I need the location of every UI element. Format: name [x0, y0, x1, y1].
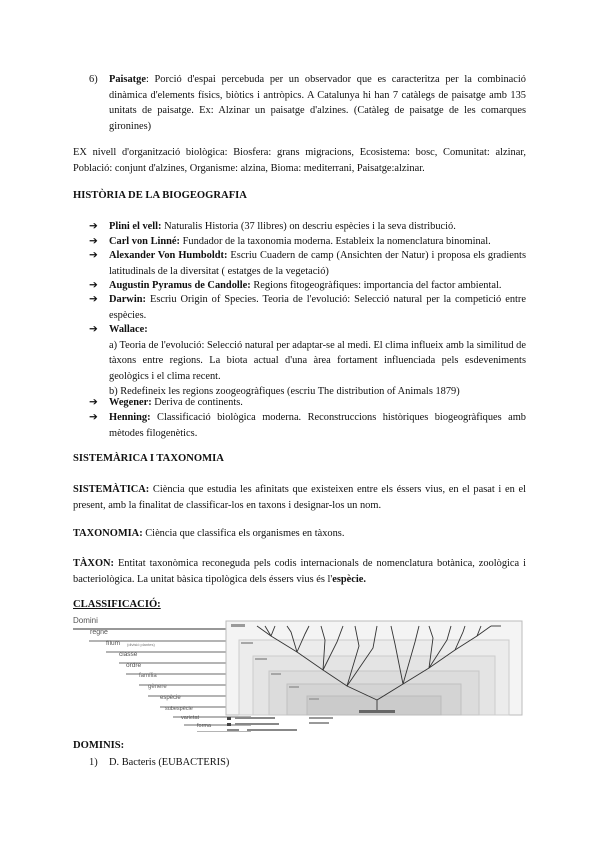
history-text: Deriva de continents.	[151, 397, 243, 408]
rank-filum: fílum	[106, 640, 121, 647]
history-item-wallace	[89, 322, 526, 400]
history-text: Classificació biològica moderna. Reconstruccions històriques biogeogràfiques amb mètodes filogenètics.	[109, 412, 526, 439]
history-item-wegener	[89, 395, 526, 411]
arrow-icon: ➔	[89, 294, 98, 305]
history-item-darwin	[89, 292, 526, 323]
rank-familia: família	[139, 673, 157, 679]
arrow-icon: ➔	[89, 280, 98, 291]
taxon-term: TÀXON:	[73, 558, 114, 569]
history-term: Darwin:	[109, 294, 146, 305]
history-term: Augustin Pyramus de Candolle:	[109, 280, 251, 291]
term-paisatge: Paisatge	[109, 74, 146, 85]
example-paragraph: EX nivell d'organització biològica: Biosfera: grans migracions, Ecosistema: bosc, Comunitat: alzinar, Població: conjunt d'alzines, Organisme: alzina, Bioma: mediterrani, Paisatge:alzinar.	[73, 147, 526, 174]
rank-domini: Domini	[73, 616, 98, 625]
history-term: Plini el vell:	[109, 221, 162, 232]
arrow-icon: ➔	[89, 236, 98, 247]
rank-divisio: (divisió plantes)	[127, 642, 155, 647]
history-term: Alexander Von Humboldt:	[109, 250, 228, 261]
history-item-henning	[89, 410, 526, 441]
history-item-plini	[89, 219, 526, 235]
taxonomia-definition: Ciència que classifica els organismes en tàxons.	[142, 528, 345, 539]
history-term: Carl von Linné:	[109, 236, 181, 247]
history-term: Wegener:	[109, 397, 152, 408]
rank-genere: gènere	[148, 684, 167, 690]
rank-forma: forma	[197, 723, 212, 729]
arrow-icon: ➔	[89, 412, 98, 423]
list-item-6	[89, 72, 526, 134]
history-term: Henning:	[109, 412, 151, 423]
sistematica-term: SISTEMÀTICA:	[73, 484, 150, 495]
classificacio-heading: CLASSIFICACIÓ:	[73, 599, 161, 610]
arrow-icon: ➔	[89, 324, 98, 335]
history-text: Escriu Origin of Species. Teoria de l'evolució: Selecció natural per la competició entre espècies.	[109, 294, 526, 321]
taxon-paragraph	[73, 556, 526, 587]
sistematica-heading: SISTEMÀRICA I TAXONOMIA	[73, 453, 224, 464]
arrow-icon: ➔	[89, 221, 98, 232]
rank-varietat: varietat	[181, 715, 200, 721]
dominis-item-1	[89, 755, 526, 771]
phylogenetic-tree-graphic	[225, 620, 525, 735]
history-text: Naturalis Historia (37 llibres) on descriu espècies i la seva distribució.	[161, 221, 456, 232]
history-item-humboldt	[89, 248, 526, 279]
list-number: 6)	[89, 74, 98, 85]
sistematica-paragraph	[73, 482, 526, 513]
taxonomia-term: TAXONOMIA:	[73, 528, 143, 539]
arrow-icon: ➔	[89, 250, 98, 261]
rank-ordre: ordre	[126, 662, 142, 669]
wallace-point-a: a) Teoria de l'evolució: Selecció natural per adaptar-se al medi. El clima influeix amb la similitud de tàxons entre regions. La biota actual d'una àrea fortament influenciada pels esdeveniments geològics i el clima recent.	[109, 339, 526, 382]
rank-regne: regne	[90, 629, 108, 636]
arrow-icon: ➔	[89, 397, 98, 408]
rank-subespecie: subespècie	[165, 706, 193, 712]
dominis-item-text: D. Bacteris (EUBACTERIS)	[109, 757, 230, 768]
wallace-point-b: b) Redefineix les regions zoogeogràfiques (escriu The distribution of Animals 1879)	[109, 386, 460, 398]
rank-classe: classe	[119, 651, 138, 658]
paisatge-definition: : Porció d'espai percebuda per un observador que es caracteritza per la combinació dinàmica d'elements físics, biòtics i antròpics. A Catalunya hi han 7 catàlegs de paisatge amb 135 unitats de paisatge. Ex: Alzinar un paisatge d'alzines. (Catàleg de paisatge de les comarques gironines)	[109, 74, 526, 132]
sistematica-definition: Ciència que estudia les afinitats que existeixen entre els éssers vius, en el pasat i en el present, amb la finalitat de classificar-los en taxons i designar-los un nom.	[73, 484, 526, 511]
taxon-definition: Entitat taxonòmica reconeguda pels codis internacionals de nomenclatura botànica, zoològica i bacteriològica. La unitat bàsica tipològica dels éssers vius és l'	[73, 558, 526, 585]
history-text: Escriu Cuadern de camp (Ansichten der Natur) i proposa els gradients latitudinals de la diversitat ( estatges de la vegetació)	[109, 250, 526, 277]
taxon-especie: espècie.	[332, 573, 367, 585]
list-number: 1)	[89, 757, 98, 768]
taxonomia-paragraph	[73, 526, 526, 542]
rank-especie: espècie	[160, 695, 181, 701]
phylogenetic-tree-figure	[225, 620, 525, 735]
history-text: Regions fitogeogràfiques: importancia del factor ambiental.	[250, 280, 502, 291]
history-term: Wallace:	[109, 324, 148, 335]
history-text: Fundador de la taxonomia moderna. Estableix la nomenclatura binominal.	[180, 236, 491, 247]
history-heading: HISTÒRIA DE LA BIOGEOGRAFIA	[73, 190, 247, 201]
dominis-heading: DOMINIS:	[73, 740, 125, 751]
